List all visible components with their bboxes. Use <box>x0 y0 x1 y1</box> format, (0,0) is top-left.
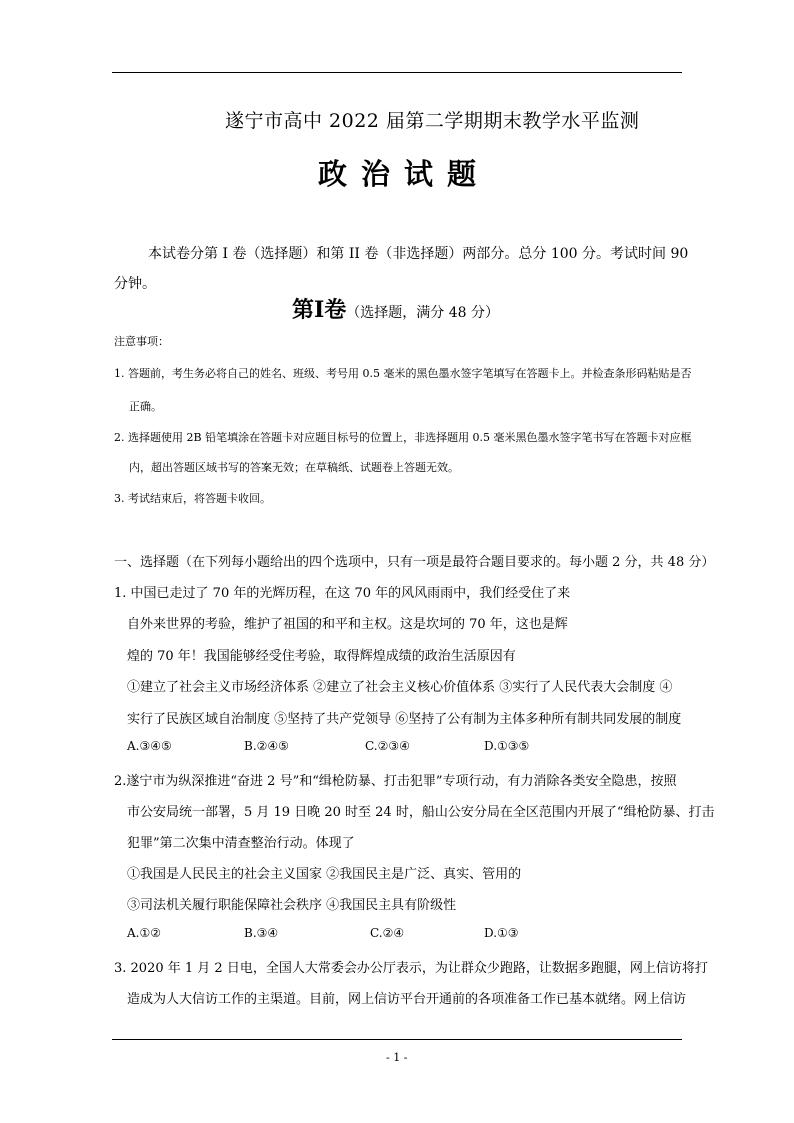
top-rule <box>112 72 682 73</box>
intro-line-1: 本试卷分第 I 卷（选择题）和第 II 卷（非选择题）两部分。总分 100 分。考试时间 90 <box>148 246 689 262</box>
note-2-line-1: 2. 选择题使用 2B 铅笔填涂在答题卡对应题目标号的位置上，非选择题用 0.5 毫米黑色墨水签字笔书写在答题卡对应框 <box>114 431 692 444</box>
q1-line-4: ①建立了社会主义市场经济体系 ②建立了社会主义核心价值体系 ③实行了人民代表大会制度 ④ <box>127 680 673 695</box>
q1-line-5: 实行了民族区域自治制度 ⑤坚持了共产党领导 ⑥坚持了公有制为主体多种所有制共同发展的制度 <box>127 712 682 727</box>
note-1-line-1: 1. 答题前，考生务必将自己的姓名、班级、考号用 0.5 毫米的黑色墨水签字笔填写在答题卡上。并检查条形码粘贴是否 <box>114 367 692 380</box>
q2-option-d: D.①③ <box>484 926 519 940</box>
q2-line-1: 2.遂宁市为纵深推进“奋进 2 号”和“缉枪防暴、打击犯罪”专项行动，有力消除各类安全隐患，按照 <box>114 774 677 789</box>
exam-title: 政治试题 <box>318 157 491 191</box>
q2-option-b: B.③④ <box>244 926 279 940</box>
note-2-line-2: 内，超出答题区域书写的答案无效；在草稿纸、试题卷上答题无效。 <box>129 461 459 474</box>
q2-line-4: ①我国是人民民主的社会主义国家 ②我国民主是广泛、真实、管用的 <box>127 867 522 882</box>
q1-option-d: D.①③⑤ <box>484 739 530 753</box>
q2-option-a: A.①② <box>127 926 161 940</box>
q3-line-1: 3. 2020 年 1 月 2 日电，全国人大常委会办公厅表示，为让群众少跑路，让数据多跑腿，网上信访将打 <box>114 961 708 976</box>
volume-subtitle: （选择题，满分 48 分） <box>346 305 500 321</box>
note-1-line-2: 正确。 <box>129 400 162 413</box>
q1-option-a: A.③④⑤ <box>127 739 172 753</box>
q2-line-2: 市公安局统一部署，5 月 19 日晚 20 时至 24 时，船山公安分局在全区范围内开展了“缉枪防暴、打击 <box>127 805 715 820</box>
bottom-rule <box>112 1039 682 1040</box>
exam-subtitle: 遂宁市高中 2022 届第二学期期末教学水平监测 <box>225 110 640 132</box>
q1-option-b: B.②④⑤ <box>244 739 289 753</box>
volume-heading <box>292 293 499 324</box>
q1-option-c: C.②③④ <box>365 739 410 753</box>
q1-line-3: 煌的 70 年！我国能够经受住考验，取得辉煌成绩的政治生活原因有 <box>127 649 516 664</box>
q2-line-5: ③司法机关履行职能保障社会秩序 ④我国民主具有阶级性 <box>127 898 457 913</box>
section-heading: 一、选择题（在下列每小题给出的四个选项中，只有一项是最符合题目要求的。每小题 2 分，共 48 分） <box>114 555 715 570</box>
volume-title: 第Ⅰ卷 <box>292 297 347 323</box>
note-3-line-1: 3. 考试结束后，将答题卡收回。 <box>114 492 271 505</box>
q2-option-c: C.②④ <box>370 926 405 940</box>
notes-heading: 注意事项： <box>114 335 169 348</box>
q2-line-3: 犯罪”第二次集中清查整治行动。体现了 <box>127 836 355 851</box>
page-number: - 1 - <box>386 1051 408 1064</box>
intro-line-2: 分钟。 <box>114 276 156 292</box>
q1-line-1: 1. 中国已走过了 70 年的光辉历程，在这 70 年的风风雨雨中，我们经受住了来 <box>114 586 571 601</box>
q1-line-2: 自外来世界的考验，维护了祖国的和平和主权。这是坎坷的 70 年，这也是辉 <box>127 617 568 632</box>
q3-line-2: 造成为人大信访工作的主渠道。目前，网上信访平台开通前的各项准备工作已基本就绪。网上信访 <box>127 992 687 1007</box>
